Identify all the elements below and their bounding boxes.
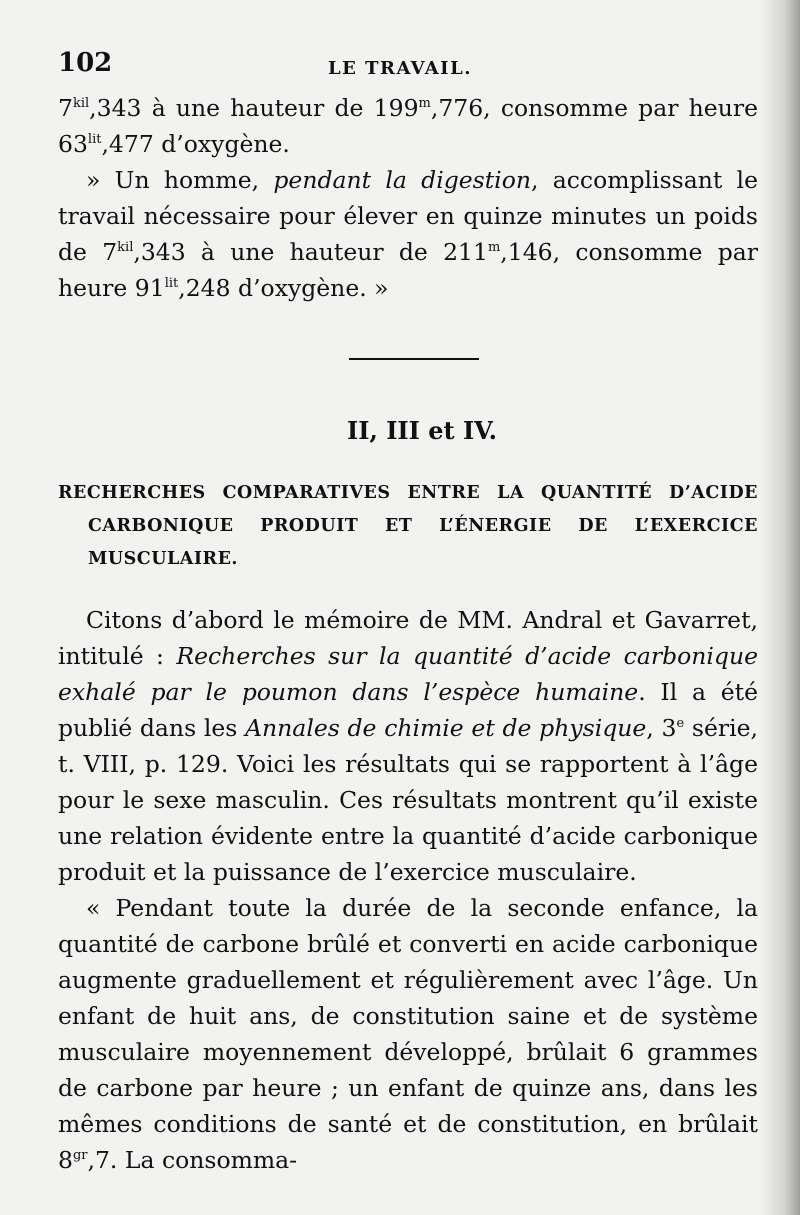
superscript: e bbox=[676, 716, 685, 731]
italic-text: Recherches sur la quantité d’acide carbonique exhalé par le poumon dans l’espèce humaine bbox=[58, 642, 758, 706]
superscript: m bbox=[487, 240, 501, 255]
page-content bbox=[58, 46, 758, 1178]
text-run: ,343 à une hauteur de 211 bbox=[133, 238, 488, 266]
superscript: m bbox=[418, 96, 431, 111]
paragraph bbox=[58, 602, 758, 890]
text-run: série, t. VIII, p. 129. Voici les résultats qui se rapportent à l’âge pour le sexe masculin. Ces résultats montrent qu’il existe une relation évidente entre la quantité d’acide carbonique produit et la puissance de l’exercice musculaire. bbox=[58, 714, 758, 886]
superscript: lit bbox=[164, 276, 179, 291]
page-header bbox=[58, 46, 758, 90]
text-run: ,776, consomme par heure bbox=[430, 94, 758, 122]
text-run: » Un homme, bbox=[86, 166, 274, 194]
page-number: 102 bbox=[58, 48, 113, 78]
paragraph bbox=[58, 890, 758, 1178]
text-run: ,146, consomme par heure 91 bbox=[58, 238, 758, 302]
section-divider bbox=[349, 358, 479, 360]
text-run: ,248 d’oxygène. » bbox=[178, 274, 389, 302]
text-run: , 3 bbox=[646, 714, 677, 742]
italic-text: Annales de chimie et de physique bbox=[245, 714, 647, 742]
superscript: gr bbox=[72, 1148, 88, 1163]
text-run: ,477 d’oxygène. bbox=[101, 130, 290, 158]
superscript: lit bbox=[87, 132, 102, 147]
text-run: 7 bbox=[58, 94, 73, 122]
italic-text: pendant la digestion bbox=[273, 166, 531, 194]
superscript: kil bbox=[117, 240, 134, 255]
text-run: ,7. La consomma- bbox=[87, 1146, 298, 1174]
text-run: . Il a été publié dans les bbox=[58, 678, 758, 742]
text-run: « Pendant toute la durée de la seconde enfance, la quantité de carbone brûlé et converti en acide carbonique augmente graduellement et régulièrement avec l’âge. Un enfant de huit ans, de constitution saine et de système musculaire moyennement développé, brûlait 6 grammes de carbone par heure ; un enfant de quinze ans, dans les mêmes conditions de santé et de constitution, en brûlait 8 bbox=[58, 894, 758, 1174]
page-edge-shadow bbox=[760, 0, 800, 1215]
superscript: kil bbox=[72, 96, 90, 111]
section-number: II, III et IV. bbox=[347, 416, 497, 445]
running-title: LE TRAVAIL. bbox=[328, 58, 473, 79]
text-run: Citons d’abord le mémoire de MM. Andral et Gavarret, intitulé : bbox=[58, 606, 758, 670]
quote-paragraph bbox=[58, 162, 758, 306]
text-run: , accomplissant le travail nécessaire pour élever en quinze minutes un poids de 7 bbox=[58, 166, 758, 266]
text-run: 63 bbox=[58, 130, 88, 158]
quote-continuation bbox=[58, 90, 758, 162]
section-heading: RECHERCHES COMPARATIVES ENTRE LA QUANTITÉ D’ACIDE CARBONIQUE PRODUIT ET L’ÉNERGIE DE L’EXERCICE MUSCULAIRE. bbox=[58, 483, 758, 569]
text-run: ,343 à une hauteur de 199 bbox=[89, 94, 419, 122]
